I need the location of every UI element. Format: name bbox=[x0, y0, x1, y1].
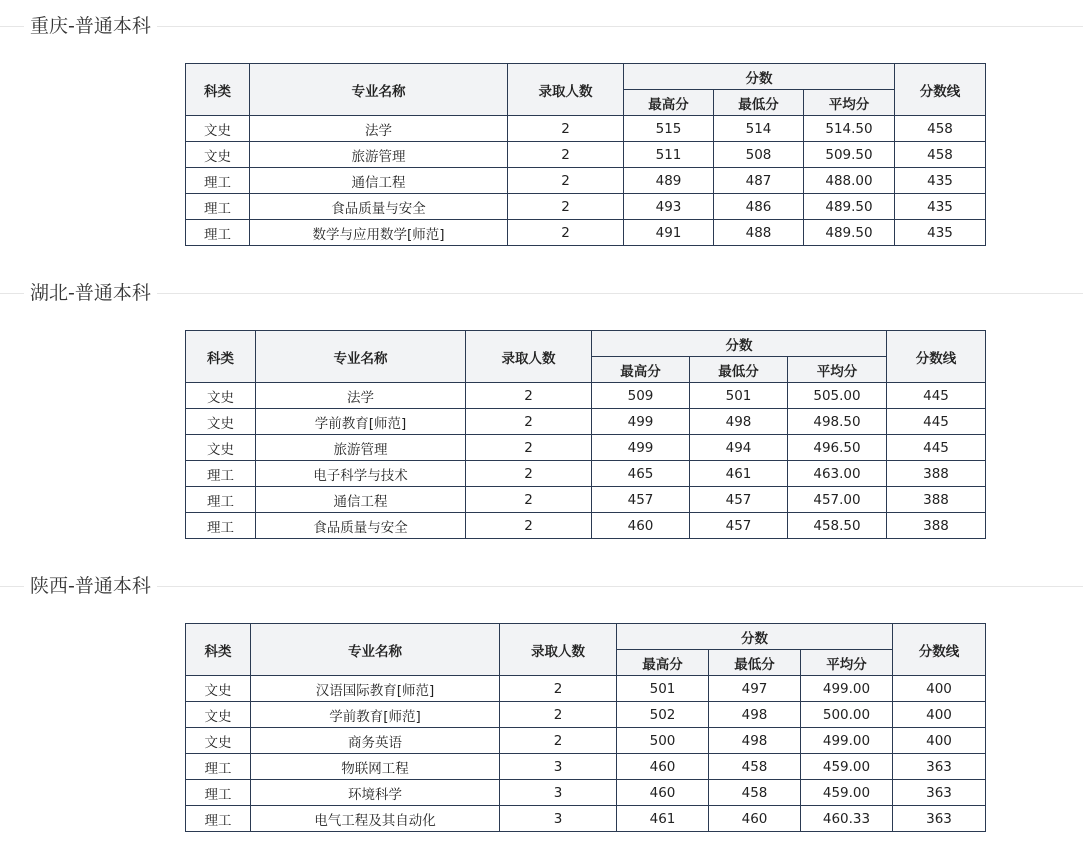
cell-cutoff: 363 bbox=[893, 754, 986, 780]
cell-major: 食品质量与安全 bbox=[250, 194, 508, 220]
cell-max: 465 bbox=[592, 461, 690, 487]
cell-avg: 458.50 bbox=[788, 513, 887, 539]
header-admitted: 录取人数 bbox=[500, 624, 617, 676]
cell-admitted: 2 bbox=[500, 728, 617, 754]
cell-admitted: 2 bbox=[466, 461, 592, 487]
cell-avg: 500.00 bbox=[801, 702, 893, 728]
cell-cutoff: 388 bbox=[887, 513, 986, 539]
cell-major: 通信工程 bbox=[256, 487, 466, 513]
divider bbox=[0, 293, 1083, 294]
cell-min: 494 bbox=[690, 435, 788, 461]
cell-cutoff: 435 bbox=[895, 168, 986, 194]
cell-max: 515 bbox=[624, 116, 714, 142]
header-avg: 平均分 bbox=[788, 357, 887, 383]
cell-category: 理工 bbox=[186, 780, 251, 806]
cell-cutoff: 445 bbox=[887, 383, 986, 409]
cell-min: 458 bbox=[709, 754, 801, 780]
cell-cutoff: 445 bbox=[887, 409, 986, 435]
cell-avg: 505.00 bbox=[788, 383, 887, 409]
cell-avg: 463.00 bbox=[788, 461, 887, 487]
cell-category: 文史 bbox=[186, 676, 251, 702]
cell-category: 理工 bbox=[186, 806, 251, 832]
cell-major: 旅游管理 bbox=[250, 142, 508, 168]
section-title-shaanxi bbox=[0, 566, 1083, 606]
cell-cutoff: 435 bbox=[895, 220, 986, 246]
cell-major: 环境科学 bbox=[251, 780, 500, 806]
cell-category: 文史 bbox=[186, 142, 250, 168]
cell-avg: 509.50 bbox=[804, 142, 895, 168]
header-major: 专业名称 bbox=[250, 64, 508, 116]
section-title-hubei bbox=[0, 273, 1083, 313]
cell-admitted: 3 bbox=[500, 806, 617, 832]
cell-cutoff: 400 bbox=[893, 728, 986, 754]
cell-min: 508 bbox=[714, 142, 804, 168]
cell-admitted: 3 bbox=[500, 754, 617, 780]
divider bbox=[0, 586, 1083, 587]
cell-avg: 489.50 bbox=[804, 194, 895, 220]
cell-category: 文史 bbox=[186, 702, 251, 728]
cell-min: 497 bbox=[709, 676, 801, 702]
cell-admitted: 2 bbox=[500, 676, 617, 702]
cell-max: 457 bbox=[592, 487, 690, 513]
cell-major: 法学 bbox=[250, 116, 508, 142]
cell-major: 食品质量与安全 bbox=[256, 513, 466, 539]
header-major: 专业名称 bbox=[256, 331, 466, 383]
score-table-hubei bbox=[185, 330, 986, 539]
cell-max: 493 bbox=[624, 194, 714, 220]
divider bbox=[0, 26, 1083, 27]
cell-category: 理工 bbox=[186, 754, 251, 780]
table-row bbox=[186, 220, 986, 246]
header-score-group: 分数 bbox=[592, 331, 887, 357]
cell-max: 461 bbox=[617, 806, 709, 832]
cell-category: 文史 bbox=[186, 728, 251, 754]
cell-category: 文史 bbox=[186, 409, 256, 435]
cell-category: 理工 bbox=[186, 461, 256, 487]
table-row bbox=[186, 754, 986, 780]
cell-avg: 496.50 bbox=[788, 435, 887, 461]
cell-max: 502 bbox=[617, 702, 709, 728]
cell-min: 498 bbox=[709, 728, 801, 754]
header-admitted: 录取人数 bbox=[466, 331, 592, 383]
table-row bbox=[186, 194, 986, 220]
section-title-chongqing bbox=[0, 6, 1083, 46]
cell-avg: 460.33 bbox=[801, 806, 893, 832]
header-avg: 平均分 bbox=[801, 650, 893, 676]
table-row bbox=[186, 461, 986, 487]
cell-avg: 514.50 bbox=[804, 116, 895, 142]
cell-avg: 499.00 bbox=[801, 676, 893, 702]
table-row bbox=[186, 702, 986, 728]
cell-admitted: 2 bbox=[466, 487, 592, 513]
header-category: 科类 bbox=[186, 331, 256, 383]
table-row bbox=[186, 435, 986, 461]
header-min: 最低分 bbox=[714, 90, 804, 116]
cell-max: 501 bbox=[617, 676, 709, 702]
header-major: 专业名称 bbox=[251, 624, 500, 676]
cell-cutoff: 458 bbox=[895, 116, 986, 142]
cell-max: 509 bbox=[592, 383, 690, 409]
table-row bbox=[186, 806, 986, 832]
cell-cutoff: 363 bbox=[893, 780, 986, 806]
header-admitted: 录取人数 bbox=[508, 64, 624, 116]
cell-admitted: 2 bbox=[466, 383, 592, 409]
table-row bbox=[186, 728, 986, 754]
score-table-chongqing bbox=[185, 63, 986, 246]
cell-min: 498 bbox=[690, 409, 788, 435]
cell-category: 文史 bbox=[186, 435, 256, 461]
cell-admitted: 2 bbox=[508, 116, 624, 142]
cell-min: 488 bbox=[714, 220, 804, 246]
cell-major: 电气工程及其自动化 bbox=[251, 806, 500, 832]
header-avg: 平均分 bbox=[804, 90, 895, 116]
cell-max: 460 bbox=[592, 513, 690, 539]
cell-category: 理工 bbox=[186, 487, 256, 513]
cell-major: 汉语国际教育[师范] bbox=[251, 676, 500, 702]
cell-major: 学前教育[师范] bbox=[256, 409, 466, 435]
cell-min: 458 bbox=[709, 780, 801, 806]
cell-max: 500 bbox=[617, 728, 709, 754]
cell-max: 460 bbox=[617, 754, 709, 780]
cell-cutoff: 388 bbox=[887, 487, 986, 513]
cell-category: 理工 bbox=[186, 168, 250, 194]
cell-avg: 457.00 bbox=[788, 487, 887, 513]
cell-major: 电子科学与技术 bbox=[256, 461, 466, 487]
cell-admitted: 3 bbox=[500, 780, 617, 806]
cell-major: 学前教育[师范] bbox=[251, 702, 500, 728]
cell-category: 理工 bbox=[186, 513, 256, 539]
cell-avg: 499.00 bbox=[801, 728, 893, 754]
table-row bbox=[186, 142, 986, 168]
cell-min: 461 bbox=[690, 461, 788, 487]
cell-major: 数学与应用数学[师范] bbox=[250, 220, 508, 246]
cell-max: 511 bbox=[624, 142, 714, 168]
section-heading: 陕西-普通本科 bbox=[24, 574, 157, 598]
header-max: 最高分 bbox=[592, 357, 690, 383]
header-score-group: 分数 bbox=[617, 624, 893, 650]
cell-cutoff: 445 bbox=[887, 435, 986, 461]
header-max: 最高分 bbox=[624, 90, 714, 116]
header-cutoff: 分数线 bbox=[893, 624, 986, 676]
cell-min: 498 bbox=[709, 702, 801, 728]
cell-admitted: 2 bbox=[466, 435, 592, 461]
cell-cutoff: 388 bbox=[887, 461, 986, 487]
header-score-group: 分数 bbox=[624, 64, 895, 90]
table-row bbox=[186, 409, 986, 435]
table-row bbox=[186, 513, 986, 539]
cell-cutoff: 400 bbox=[893, 702, 986, 728]
cell-admitted: 2 bbox=[508, 142, 624, 168]
cell-major: 物联网工程 bbox=[251, 754, 500, 780]
cell-min: 460 bbox=[709, 806, 801, 832]
cell-min: 487 bbox=[714, 168, 804, 194]
cell-major: 通信工程 bbox=[250, 168, 508, 194]
table-row bbox=[186, 676, 986, 702]
header-category: 科类 bbox=[186, 64, 250, 116]
table-row bbox=[186, 168, 986, 194]
cell-max: 460 bbox=[617, 780, 709, 806]
cell-admitted: 2 bbox=[508, 194, 624, 220]
table-row bbox=[186, 383, 986, 409]
header-max: 最高分 bbox=[617, 650, 709, 676]
table-row bbox=[186, 116, 986, 142]
cell-cutoff: 458 bbox=[895, 142, 986, 168]
cell-min: 486 bbox=[714, 194, 804, 220]
cell-avg: 488.00 bbox=[804, 168, 895, 194]
cell-min: 501 bbox=[690, 383, 788, 409]
table-row bbox=[186, 487, 986, 513]
cell-category: 文史 bbox=[186, 116, 250, 142]
cell-major: 商务英语 bbox=[251, 728, 500, 754]
cell-max: 489 bbox=[624, 168, 714, 194]
header-cutoff: 分数线 bbox=[895, 64, 986, 116]
cell-category: 理工 bbox=[186, 220, 250, 246]
cell-admitted: 2 bbox=[508, 168, 624, 194]
cell-admitted: 2 bbox=[500, 702, 617, 728]
cell-admitted: 2 bbox=[508, 220, 624, 246]
cell-category: 文史 bbox=[186, 383, 256, 409]
section-heading: 湖北-普通本科 bbox=[24, 281, 157, 305]
cell-max: 499 bbox=[592, 409, 690, 435]
cell-max: 499 bbox=[592, 435, 690, 461]
cell-cutoff: 435 bbox=[895, 194, 986, 220]
cell-admitted: 2 bbox=[466, 409, 592, 435]
header-category: 科类 bbox=[186, 624, 251, 676]
cell-avg: 459.00 bbox=[801, 754, 893, 780]
cell-min: 457 bbox=[690, 513, 788, 539]
cell-min: 457 bbox=[690, 487, 788, 513]
score-table-shaanxi bbox=[185, 623, 986, 832]
header-min: 最低分 bbox=[709, 650, 801, 676]
cell-max: 491 bbox=[624, 220, 714, 246]
cell-major: 法学 bbox=[256, 383, 466, 409]
cell-cutoff: 363 bbox=[893, 806, 986, 832]
cell-major: 旅游管理 bbox=[256, 435, 466, 461]
cell-avg: 459.00 bbox=[801, 780, 893, 806]
header-cutoff: 分数线 bbox=[887, 331, 986, 383]
table-row bbox=[186, 780, 986, 806]
cell-category: 理工 bbox=[186, 194, 250, 220]
cell-avg: 498.50 bbox=[788, 409, 887, 435]
header-min: 最低分 bbox=[690, 357, 788, 383]
cell-admitted: 2 bbox=[466, 513, 592, 539]
section-heading: 重庆-普通本科 bbox=[24, 14, 157, 38]
cell-avg: 489.50 bbox=[804, 220, 895, 246]
cell-min: 514 bbox=[714, 116, 804, 142]
cell-cutoff: 400 bbox=[893, 676, 986, 702]
